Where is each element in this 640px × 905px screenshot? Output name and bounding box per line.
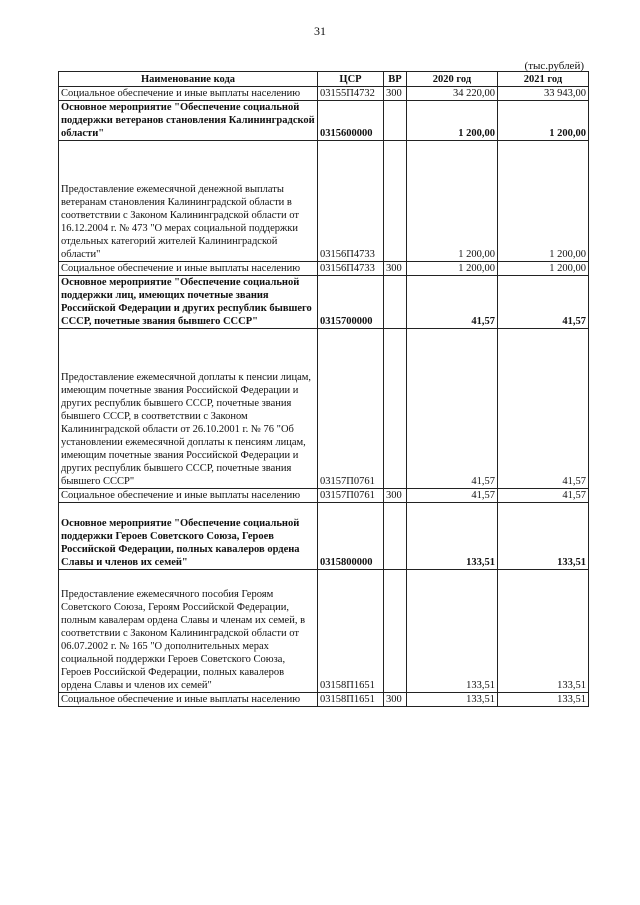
row-2021: 1 200,00 [498, 101, 589, 141]
table-row-section [59, 503, 589, 570]
header-2021: 2021 год [498, 72, 589, 87]
row-name: Основное мероприятие "Обеспечение социальной поддержки лиц, имеющих почетные звания Российской Федерации и других республик бывшего СССР, почетные звания бывшего СССР" [59, 276, 318, 329]
row-vr [384, 141, 407, 262]
row-2021: 41,57 [498, 276, 589, 329]
row-vr [384, 101, 407, 141]
row-csr: 0315600000 [318, 101, 384, 141]
row-2020: 1 200,00 [407, 262, 498, 276]
row-csr: 03157П0761 [318, 489, 384, 503]
row-name: Социальное обеспечение и иные выплаты населению [59, 87, 318, 101]
row-2021: 41,57 [498, 329, 589, 489]
row-2021: 1 200,00 [498, 262, 589, 276]
row-2020: 41,57 [407, 489, 498, 503]
row-csr: 03156П4733 [318, 262, 384, 276]
header-vr: ВР [384, 72, 407, 87]
table-header-row [59, 72, 589, 87]
row-vr [384, 329, 407, 489]
table-row [59, 570, 589, 693]
header-name: Наименование кода [59, 72, 318, 87]
row-name: Основное мероприятие "Обеспечение социальной поддержки Героев Советского Союза, Героев Российской Федерации, полных кавалеров ордена Славы и членов их семей" [59, 503, 318, 570]
row-2020: 41,57 [407, 329, 498, 489]
table-row [59, 262, 589, 276]
row-csr: 03157П0761 [318, 329, 384, 489]
header-csr: ЦСР [318, 72, 384, 87]
row-csr: 0315800000 [318, 503, 384, 570]
row-2020: 133,51 [407, 570, 498, 693]
table-row [59, 141, 589, 262]
row-csr: 03158П1651 [318, 693, 384, 707]
table-row [59, 489, 589, 503]
row-2020: 133,51 [407, 693, 498, 707]
row-vr: 300 [384, 693, 407, 707]
row-2020: 41,57 [407, 276, 498, 329]
row-name: Предоставление ежемесячной доплаты к пенсии лицам, имеющим почетные звания Российской Федерации и других республик бывшего СССР, почетные звания бывшего СССР, в соответствии с Законом Калининградской области от 26.10.2001 г. № 76 "Об установлении ежемесячной доплаты к пенсиям лицам, имеющим почетные звания Российской Федерации и других республик бывшего СССР, почетные звания бывшего СССР" [59, 329, 318, 489]
table-row-section [59, 101, 589, 141]
row-2021: 33 943,00 [498, 87, 589, 101]
row-csr: 03155П4732 [318, 87, 384, 101]
row-name: Предоставление ежемесячной денежной выплаты ветеранам становления Калининградской области в соответствии с Законом Калининградской области от 16.12.2004 г. № 473 "О мерах социальной поддержки отдельных категорий жителей Калининградской области" [59, 141, 318, 262]
table-row [59, 329, 589, 489]
row-2020: 34 220,00 [407, 87, 498, 101]
row-csr: 03158П1651 [318, 570, 384, 693]
row-csr: 0315700000 [318, 276, 384, 329]
row-2020: 1 200,00 [407, 141, 498, 262]
row-2021: 133,51 [498, 570, 589, 693]
table-row [59, 693, 589, 707]
row-2021: 1 200,00 [498, 141, 589, 262]
row-name: Социальное обеспечение и иные выплаты населению [59, 489, 318, 503]
row-vr: 300 [384, 489, 407, 503]
row-2020: 1 200,00 [407, 101, 498, 141]
table-row-section [59, 276, 589, 329]
row-vr: 300 [384, 87, 407, 101]
row-vr: 300 [384, 262, 407, 276]
row-name: Основное мероприятие "Обеспечение социальной поддержки ветеранов становления Калининградской области" [59, 101, 318, 141]
row-vr [384, 276, 407, 329]
table-row [59, 87, 589, 101]
row-2021: 133,51 [498, 693, 589, 707]
page-number: 31 [314, 24, 326, 38]
row-name: Социальное обеспечение и иные выплаты населению [59, 262, 318, 276]
row-2021: 41,57 [498, 489, 589, 503]
row-name: Предоставление ежемесячного пособия Героям Советского Союза, Героям Российской Федерации, полным кавалерам ордена Славы и членам их семей, в соответствии с Законом Калининградской области от 06.07.2002 г. № 165 "О дополнительных мерах социальной поддержки Героев Советского Союза, Героев Российской Федерации, полных кавалеров ордена Славы и членов их семей" [59, 570, 318, 693]
row-2020: 133,51 [407, 503, 498, 570]
row-vr [384, 503, 407, 570]
row-vr [384, 570, 407, 693]
row-csr: 03156П4733 [318, 141, 384, 262]
unit-note: (тыс.рублей) [524, 60, 584, 72]
row-2021: 133,51 [498, 503, 589, 570]
budget-table [58, 71, 589, 707]
header-2020: 2020 год [407, 72, 498, 87]
row-name: Социальное обеспечение и иные выплаты населению [59, 693, 318, 707]
